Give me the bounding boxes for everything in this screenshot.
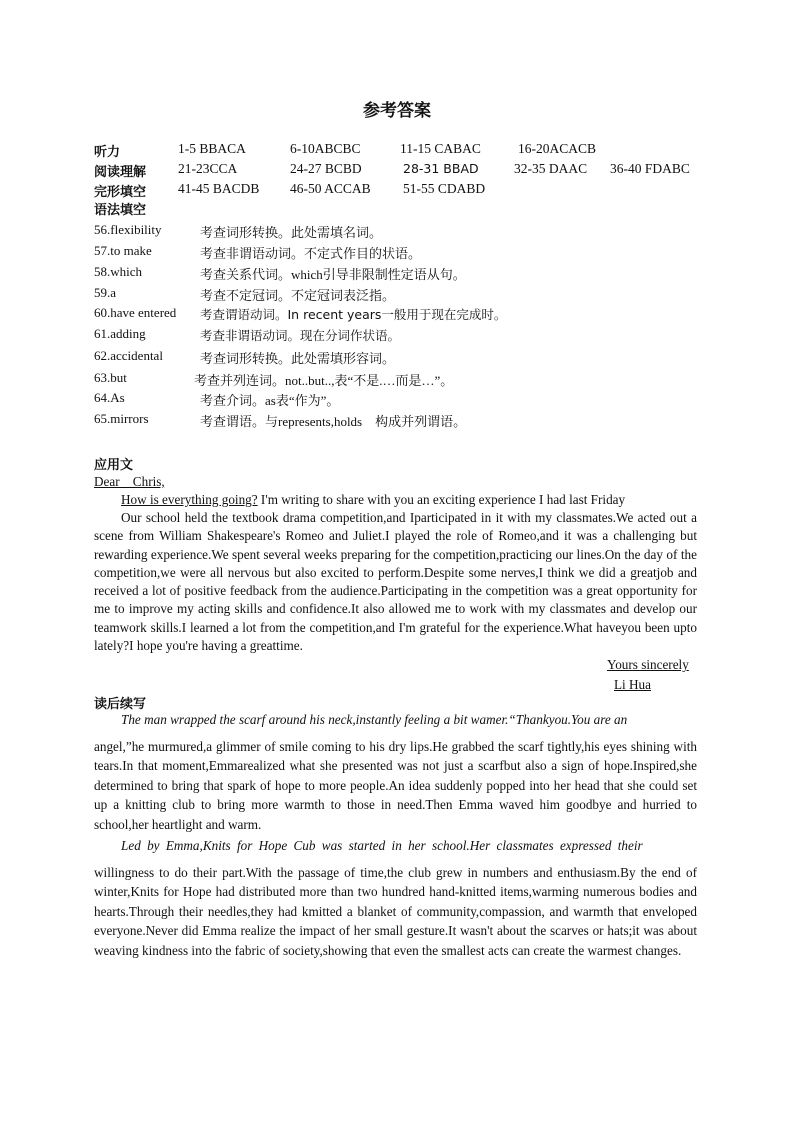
- grammar-note: 考查关系代词。which引导非限制性定语从句。: [200, 267, 466, 282]
- grammar-answer: 65.mirrors: [94, 411, 149, 426]
- continuation-p1-text: angel,”he murmured,a glimmer of smile coming to his dry lips.He grabbed the scarf tightly,his eyes shining with tears.In that moment,Emmarealized what she presented was not just a scarfbut also a sign of hope.Inspired,she determined to bring that spark of hope to more people.An idea suddenly popped into her head that she could set up a knitting club to bring more warmth to those in need.Then Emma waved him goodbye and hurried to school,her heartlight and warm.: [94, 739, 697, 832]
- letter-section-label: 应用文: [94, 458, 134, 473]
- grammar-answer: 63.but: [94, 370, 127, 385]
- answer-label: 完形填空: [94, 185, 147, 200]
- grammar-note: 考查非谓语动词。现在分词作状语。: [200, 328, 401, 343]
- answer-item: 36-40 FDABC: [610, 161, 690, 176]
- grammar-note: 考查非谓语动词。不定式作目的状语。: [200, 246, 422, 261]
- grammar-note: 考查谓语。与represents,holds 构成并列谓语。: [200, 414, 467, 429]
- page-title: 参考答案: [363, 101, 431, 121]
- answer-item: 6-10ABCBC: [290, 141, 361, 156]
- answer-item: 21-23CCA: [178, 161, 238, 176]
- answer-item: 11-15 CABAC: [400, 141, 481, 156]
- grammar-answer: 61.adding: [94, 326, 146, 341]
- letter-opening-text: I'm writing to share with you an exciting experience I had last Friday: [257, 492, 626, 507]
- letter-signature: Li Hua: [614, 677, 651, 692]
- letter-body: Our school held the textbook drama competition,and Iparticipated in it with my classmates.We acted out a scene from William Shakespeare's Romeo and Juliet.I played the role of Romeo,and it was a challenging but rewarding experience.We spent several weeks preparing for the competition,practicing our lines.On the day of the competition,we were all nervous but also excited to perform.Despite some nerves,I think we did a greatjob and received a lot of positive feedback from the audience.Participating in the competition was a great opportunity for me to improve my acting skills and confidence.It also allowed me to work with my classmates and develop our teamwork skills.I learned a lot from the competition,and I'm grateful for the experience.What haveyou been upto lately?I hope you're having a greattime.: [94, 510, 697, 654]
- answer-item: 46-50 ACCAB: [290, 181, 371, 196]
- grammar-answer: 56.flexibility: [94, 222, 162, 237]
- answer-item: 1-5 BBACA: [178, 141, 246, 156]
- grammar-answer: 62.accidental: [94, 348, 163, 363]
- grammar-answer: 57.to make: [94, 243, 152, 258]
- answer-item: 16-20ACACB: [518, 141, 597, 156]
- grammar-note: 考查词形转换。此处需填名词。: [200, 225, 383, 240]
- grammar-note: 考查词形转换。此处需填形容词。: [200, 351, 396, 366]
- answer-label: 阅读理解: [94, 165, 147, 180]
- grammar-answer: 64.As: [94, 390, 125, 405]
- continuation-p2-text: willingness to do their part.With the passage of time,the club grew in numbers and enthusiasm.By the end of winter,Knits for Hope had distributed more than two hundred hand-knitted items,warming numerous bodies and hearts.Through their needles,they had kmitted a blanket of community,compassion, and warmth that enveloped everyone.Never did Emma realize the impact of her small gesture.It wasn't about the scarves or hats;it was about weaving kindness into the fabric of society,showing that even the smallest acts can create the warmest changes.: [94, 865, 697, 958]
- grammar-note: 考查谓语动词。In recent years一般用于现在完成时。: [200, 307, 507, 322]
- answer-item: 41-45 BACDB: [178, 181, 260, 196]
- letter-closing: Yours sincerely: [607, 657, 689, 672]
- answer-label: 听力: [94, 145, 121, 160]
- continuation-section-label: 读后续写: [94, 697, 147, 712]
- letter-salutation: Dear Chris,: [94, 474, 165, 489]
- answer-item: 24-27 BCBD: [290, 161, 362, 176]
- grammar-note: 考查介词。as表“作为”。: [200, 393, 340, 408]
- answer-item: 51-55 CDABD: [403, 181, 486, 196]
- grammar-section-label: 语法填空: [94, 203, 147, 218]
- letter-opening: [121, 491, 721, 509]
- grammar-answer: 60.have entered: [94, 305, 177, 320]
- answer-item: 28-31 BBAD: [403, 161, 479, 176]
- answer-item: 32-35 DAAC: [514, 161, 588, 176]
- grammar-note: 考查并列连词。not..but..,表“不是.…而是…”。: [194, 373, 454, 388]
- grammar-answer: 58.which: [94, 264, 143, 279]
- grammar-note: 考查不定冠词。不定冠词表泛指。: [200, 288, 396, 303]
- grammar-answer: 59.a: [94, 285, 117, 300]
- continuation-p2-prompt: Led by Emma,Knits for Hope Cub was started in her school.Her classmates expressed their: [121, 838, 643, 853]
- letter-opening-question: How is everything going?: [121, 492, 258, 507]
- continuation-p1-prompt: The man wrapped the scarf around his neck,instantly feeling a bit wamer.“Thankyou.You are an: [121, 712, 628, 727]
